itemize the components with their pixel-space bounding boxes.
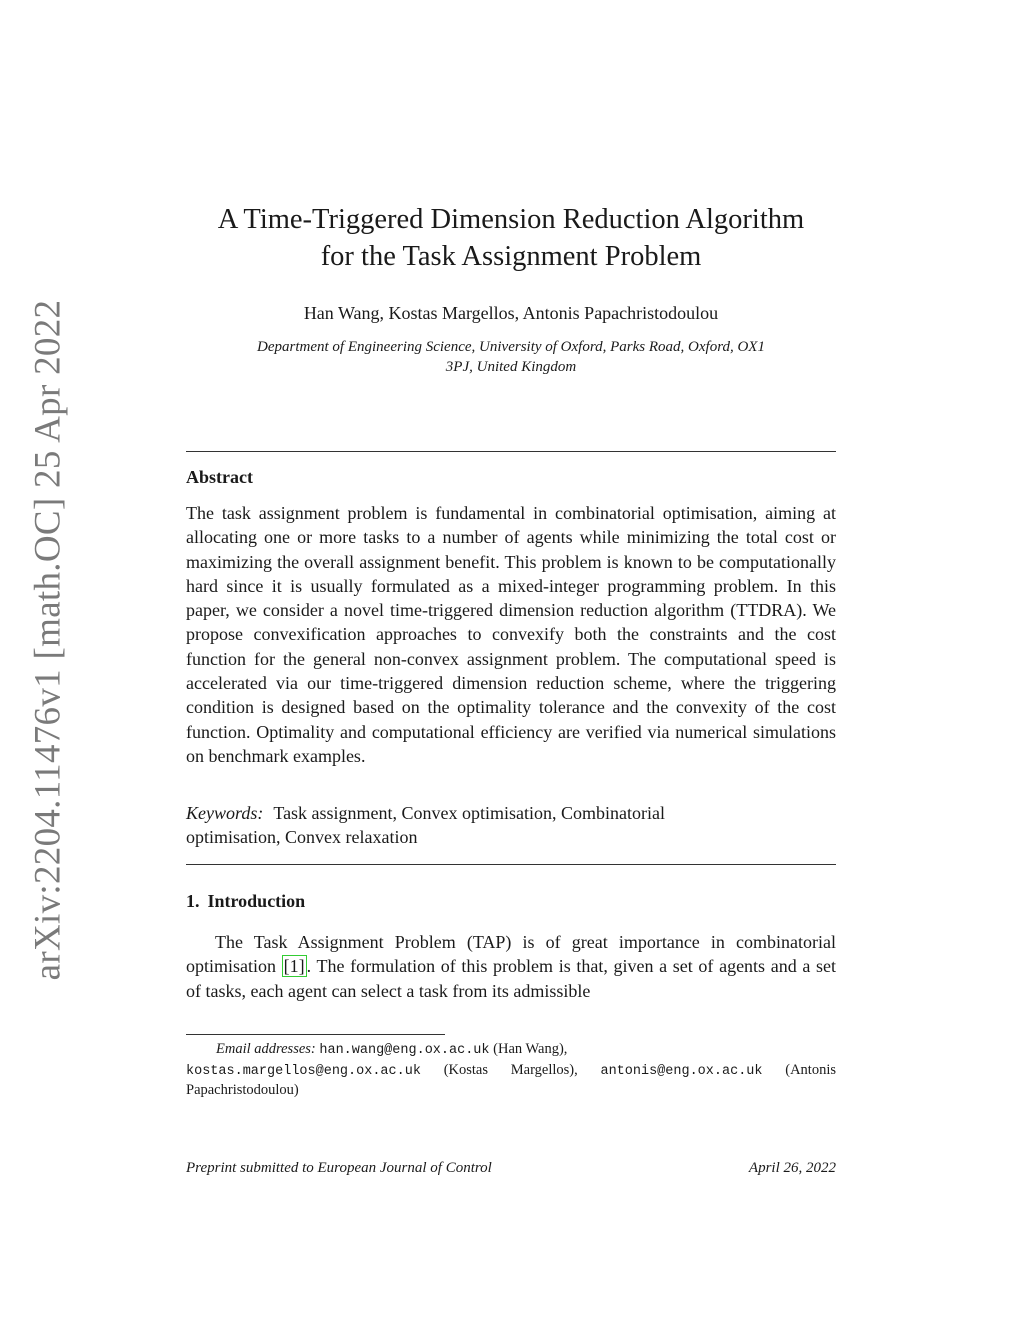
citation-link[interactable]: [1] (283, 956, 305, 977)
keywords (186, 801, 786, 849)
footnote-emails (186, 1040, 836, 1101)
intro-text-before-cite: The Task Assignment Problem (TAP) is of great importance in combinatorial optimisation (186, 932, 836, 977)
email-link-kostas-margellos[interactable]: kostas.margellos@eng.ox.ac.uk (186, 1063, 421, 1079)
page-footer (186, 1160, 836, 1177)
intro-text-after-cite: . The formulation of this problem is that, given a set of agents and a set of tasks, each agent can select a task from its admissible (186, 956, 836, 1001)
author-list: Han Wang, Kostas Margellos, Antonis Papachristodoulou (303, 303, 719, 323)
affiliation-line-2: 3PJ, United Kingdom (445, 359, 577, 375)
keywords-line-1: Task assignment, Convex optimisation, Combinatorial (273, 803, 666, 823)
email-link-han-wang[interactable]: han.wang@eng.ox.ac.uk (319, 1043, 490, 1058)
abstract-top-rule (186, 451, 836, 452)
email-name-han-wang: (Han Wang), (489, 1041, 568, 1057)
footer-journal: Preprint submitted to European Journal of Control (186, 1160, 492, 1176)
email-name-antonis-papachristodoulou: (Antonis Papachristodoulou) (186, 1061, 836, 1098)
introduction-paragraph (186, 930, 836, 1003)
section-number: 1. (186, 891, 200, 911)
section-heading-introduction (186, 891, 305, 912)
abstract-bottom-rule (186, 864, 836, 865)
title-line-2: for the Task Assignment Problem (320, 241, 702, 272)
affiliation (186, 337, 836, 377)
email-link-antonis-papachristodoulou[interactable]: antonis@eng.ox.ac.uk (600, 1063, 763, 1079)
abstract-body: The task assignment problem is fundamental in combinatorial optimisation, aiming at allocating one or more tasks to a number of agents while minimizing the total cost or maximizing the overall assignment benefit. This problem is known to be computationally hard since it is usually formulated as a mixed-integer programming problem. In this paper, we consider a novel time-triggered dimension reduction algorithm (TTDRA). We propose convexification approaches to convexify both the constraints and the cost function for the general non-convex assignment problem. The computational speed is accelerated via our time-triggered dimension reduction scheme, where the triggering condition is designed based on the optimality tolerance and the convexity of the cost function. Optimality and computational efficiency are verified via numerical simulations on benchmark examples. (186, 503, 836, 766)
arxiv-identifier-stamp: arXiv:2204.11476v1 [math.OC] 25 Apr 2022 (27, 299, 69, 981)
keywords-label: Keywords: (186, 803, 264, 823)
title-line-1: A Time-Triggered Dimension Reduction Algorithm (217, 204, 805, 235)
footnote-rule (186, 1034, 445, 1035)
footer-date: April 26, 2022 (748, 1160, 836, 1176)
keywords-line-2: optimisation, Convex relaxation (186, 827, 418, 847)
footnote-label: Email addresses: (216, 1041, 316, 1057)
abstract-heading: Abstract (186, 467, 253, 487)
section-title: Introduction (207, 891, 306, 911)
affiliation-line-1: Department of Engineering Science, University of Oxford, Parks Road, Oxford, OX1 (257, 339, 765, 355)
email-name-kostas-margellos: (Kostas Margellos), (420, 1061, 601, 1078)
paper-title (186, 201, 836, 275)
